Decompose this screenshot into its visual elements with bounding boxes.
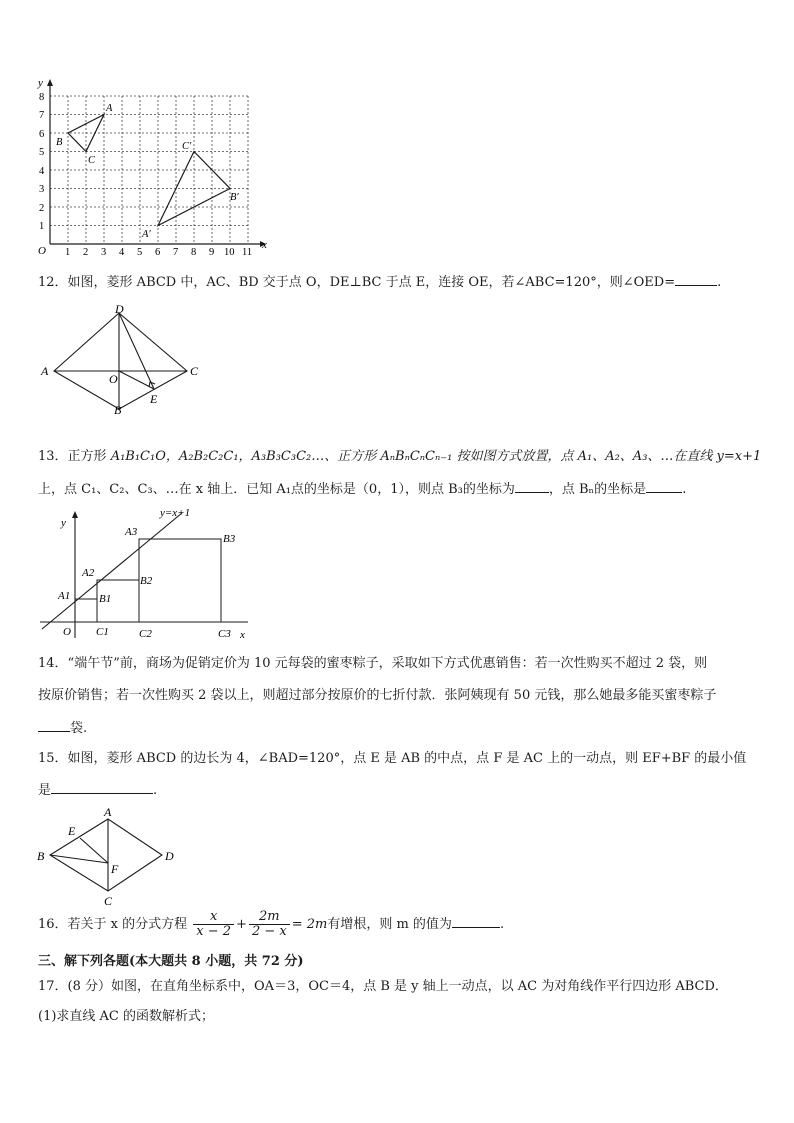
question-14-line-1: 14．“端午节”前，商场为促销定价为 10 元每袋的蜜枣粽子，采取如下方式优惠销售：若一次性购买不超过 2 袋，则 — [38, 656, 708, 671]
question-17-line-2: (1)求直线 AC 的函数解析式； — [38, 1009, 215, 1024]
x-tick-1: 1 — [65, 247, 71, 258]
q15-is: 是 — [38, 783, 52, 798]
x-tick-5: 5 — [137, 247, 143, 258]
q16-stem: 16．若关于 x 的分式方程 — [38, 917, 188, 932]
q12-answer-blank[interactable] — [675, 272, 717, 286]
question-13-line-2 — [38, 479, 686, 499]
q12-label-d: D — [115, 303, 124, 316]
q13-y-arrow — [72, 511, 78, 518]
x-tick-10: 10 — [224, 247, 235, 258]
label-a: A — [106, 103, 113, 114]
q13-label-a3: A3 — [125, 526, 138, 538]
q13-y-label: y — [61, 517, 66, 529]
question-15-line-1: 15．如图，菱形 ABCD 的边长为 4，∠BAD=120°，点 E 是 AB 的中点，点 F 是 AC 上的一动点，则 EF+BF 的最小值 — [38, 751, 747, 766]
question-13-line-1 — [38, 448, 761, 466]
q13-squares: A₁B₁C₁O，A₂B₂C₂C₁，A₃B₃C₃C₂…、正方形 AₙBₙCₙCₙ₋₁ 按如图方式放置，点 A₁、A₂、A₃、…在直线 y=x+1 — [110, 449, 762, 464]
q12-label-c: C — [190, 364, 199, 378]
q13-label-a1: A1 — [58, 590, 71, 602]
q15-label-f: F — [111, 862, 119, 876]
x-tick-8: 8 — [191, 247, 197, 258]
y-axis-label: y — [38, 77, 43, 89]
y-axis-arrow — [47, 79, 53, 86]
q16-frac1-denominator: x − 2 — [196, 924, 232, 939]
q13-origin: O — [63, 626, 71, 638]
question-14-line-2: 按原价销售；若一次性购买 2 袋以上，则超过部分按原价的七折付款．张阿姨现有 50 元钱，那么她最多能买蜜枣粽子 — [38, 688, 717, 703]
x-tick-9: 9 — [209, 247, 215, 258]
y-tick-7: 7 — [39, 110, 45, 121]
q13-labels — [57, 507, 245, 641]
staircase-squares-figure — [36, 504, 256, 642]
y-tick-2: 2 — [39, 203, 45, 214]
q16-fraction-2 — [249, 910, 290, 939]
q13-label-b1: B1 — [99, 593, 112, 605]
x-tick-4: 4 — [119, 247, 125, 258]
y-tick-3: 3 — [39, 184, 45, 195]
q13-intro: 13．正方形 — [38, 449, 111, 464]
y-tick-4: 4 — [39, 166, 45, 177]
q13-answer-blank-1[interactable] — [515, 479, 549, 493]
q12-stem: 12．如图，菱形 ABCD 中，AC、BD 交于点 O，DE⊥BC 于点 E，连接 OE，若∠ABC=120°，则∠OED= — [38, 275, 676, 290]
q13-label-c2: C2 — [139, 628, 152, 640]
q13-line-label: y=x+1 — [160, 507, 191, 519]
y-tick-1: 1 — [39, 221, 45, 232]
x-tick-6: 6 — [155, 247, 161, 258]
q13-answer-blank-2[interactable] — [646, 479, 682, 493]
question-12-text — [38, 272, 721, 292]
q13-label-b3: B3 — [223, 533, 236, 545]
q15-lines — [50, 819, 162, 891]
origin-label: O — [38, 245, 46, 257]
question-14-line-3 — [38, 718, 87, 738]
label-b-prime: B' — [230, 192, 239, 203]
rhombus-figure-q15 — [34, 804, 184, 910]
q12-label-a: A — [41, 364, 49, 378]
x-axis-label: x — [262, 239, 267, 251]
q15-period: . — [153, 783, 158, 798]
label-c: C — [88, 155, 96, 166]
q15-label-e: E — [68, 824, 76, 838]
x-tick-3: 3 — [101, 247, 107, 258]
q13-x-label: x — [240, 629, 245, 641]
label-b: B — [56, 137, 63, 148]
q15-answer-blank[interactable] — [51, 780, 153, 794]
q12-label-o: O — [109, 372, 118, 386]
q16-rhs: = 2m — [291, 917, 328, 932]
q13-label-c3: C3 — [218, 628, 231, 640]
q15-label-d: D — [165, 849, 174, 863]
x-tick-2: 2 — [83, 247, 89, 258]
q13-period: . — [682, 482, 687, 497]
q14-unit: 袋. — [70, 721, 88, 736]
q16-period: . — [499, 917, 505, 932]
q13-label-a2: A2 — [82, 567, 95, 579]
q16-answer-blank[interactable] — [452, 914, 500, 928]
q15-label-a: A — [104, 805, 112, 819]
axes — [50, 82, 264, 244]
rhombus-lines — [54, 313, 187, 409]
q12-label-e: E — [150, 392, 158, 406]
q14-answer-blank[interactable] — [38, 718, 70, 732]
q12-period: . — [717, 275, 722, 290]
q16-fraction-1 — [193, 910, 234, 939]
grid-triangle-figure — [34, 76, 274, 262]
q16-frac1-numerator: x — [193, 910, 234, 925]
rhombus-figure-q12 — [38, 303, 208, 415]
q15-label-b: B — [37, 849, 45, 863]
y-tick-5: 5 — [39, 147, 45, 158]
q13-label-c1: C1 — [96, 626, 109, 638]
x-tick-7: 7 — [173, 247, 179, 258]
q15-label-c: C — [104, 894, 113, 908]
y-tick-labels — [39, 92, 45, 232]
label-a-prime: A' — [142, 229, 151, 240]
triangle-vertex-labels — [56, 103, 239, 240]
question-17-line-1: 17．(8 分）如图，在直角坐标系中，OA＝3，OC＝4，点 B 是 y 轴上一动点，以 AC 为对角线作平行四边形 ABCD． — [38, 979, 728, 994]
q13-label-b2: B2 — [140, 575, 153, 587]
q16-frac2-numerator: 2m — [249, 910, 290, 925]
y-tick-6: 6 — [39, 129, 45, 140]
question-15-line-2 — [38, 780, 157, 800]
label-c-prime: C' — [182, 141, 192, 152]
grid-lines — [50, 96, 248, 244]
y-tick-8: 8 — [39, 92, 45, 103]
q16-ask: 有增根，则 m 的值为 — [327, 917, 452, 932]
x-tick-11: 11 — [242, 247, 253, 258]
question-16-text — [38, 910, 504, 940]
q16-frac2-denominator: 2 − x — [251, 924, 287, 939]
x-tick-labels — [65, 247, 252, 258]
q13-condition: 上，点 C₁、C₂、C₃、…在 x 轴上．已知 A₁点的坐标是（0，1），则点 B₃的坐标为 — [38, 482, 515, 497]
q13-second-ask: ，点 Bₙ的坐标是 — [548, 482, 647, 497]
q12-label-b: B — [114, 403, 122, 415]
section-3-heading: 三、解下列各题(本大题共 8 小题，共 72 分) — [38, 954, 304, 969]
q16-plus: + — [236, 917, 247, 932]
